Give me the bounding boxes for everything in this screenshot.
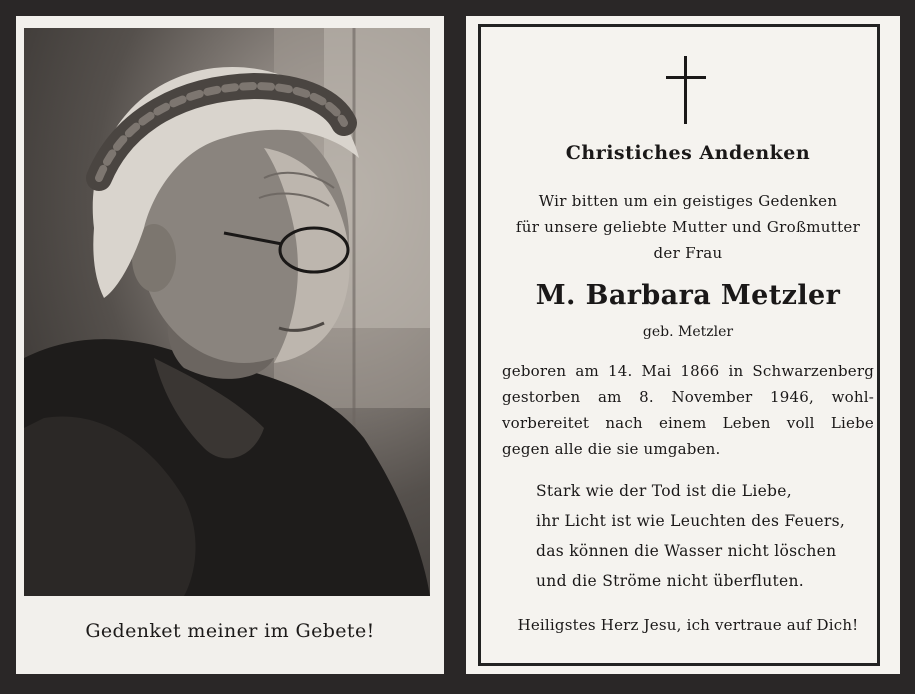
card-heading: Christiches Andenken: [565, 142, 811, 164]
deceased-name: M. Barbara Metzler: [535, 280, 841, 311]
verse-line: und die Ströme nicht überfluten.: [536, 572, 805, 590]
bio-line: geboren am 14. Mai 1866 in Schwarzenberg: [502, 362, 874, 380]
photo-caption: Gedenket meiner im Gebete!: [85, 620, 375, 642]
memorial-text-card: [466, 16, 900, 674]
closing-prayer: Heiligstes Herz Jesu, ich vertraue auf Dich!: [517, 616, 859, 634]
verse-line: ihr Licht ist wie Leuchten des Feuers,: [536, 512, 846, 530]
verse-text: [536, 476, 874, 596]
bio-line: vorbereitet nach einem Leben voll Liebe: [502, 414, 874, 432]
intro-line: der Frau: [653, 244, 723, 262]
cross-icon: [666, 56, 706, 124]
maiden-name: geb. Metzler: [642, 324, 734, 340]
portrait-illustration: [24, 28, 430, 596]
intro-line: Wir bitten um ein geistiges Gedenken: [538, 192, 838, 210]
intro-line: für unsere geliebte Mutter und Großmutter: [515, 218, 861, 236]
bio-line: gestorben am 8. November 1946, wohl-: [502, 388, 874, 406]
portrait-photo: [24, 28, 430, 596]
intro-text: [502, 188, 874, 266]
verse-line: Stark wie der Tod ist die Liebe,: [536, 482, 792, 500]
memorial-photo-card: [16, 16, 444, 674]
bio-line: gegen alle die sie umgaben.: [502, 440, 721, 458]
biography-text: [502, 358, 874, 462]
verse-line: das können die Wasser nicht löschen: [536, 542, 837, 560]
